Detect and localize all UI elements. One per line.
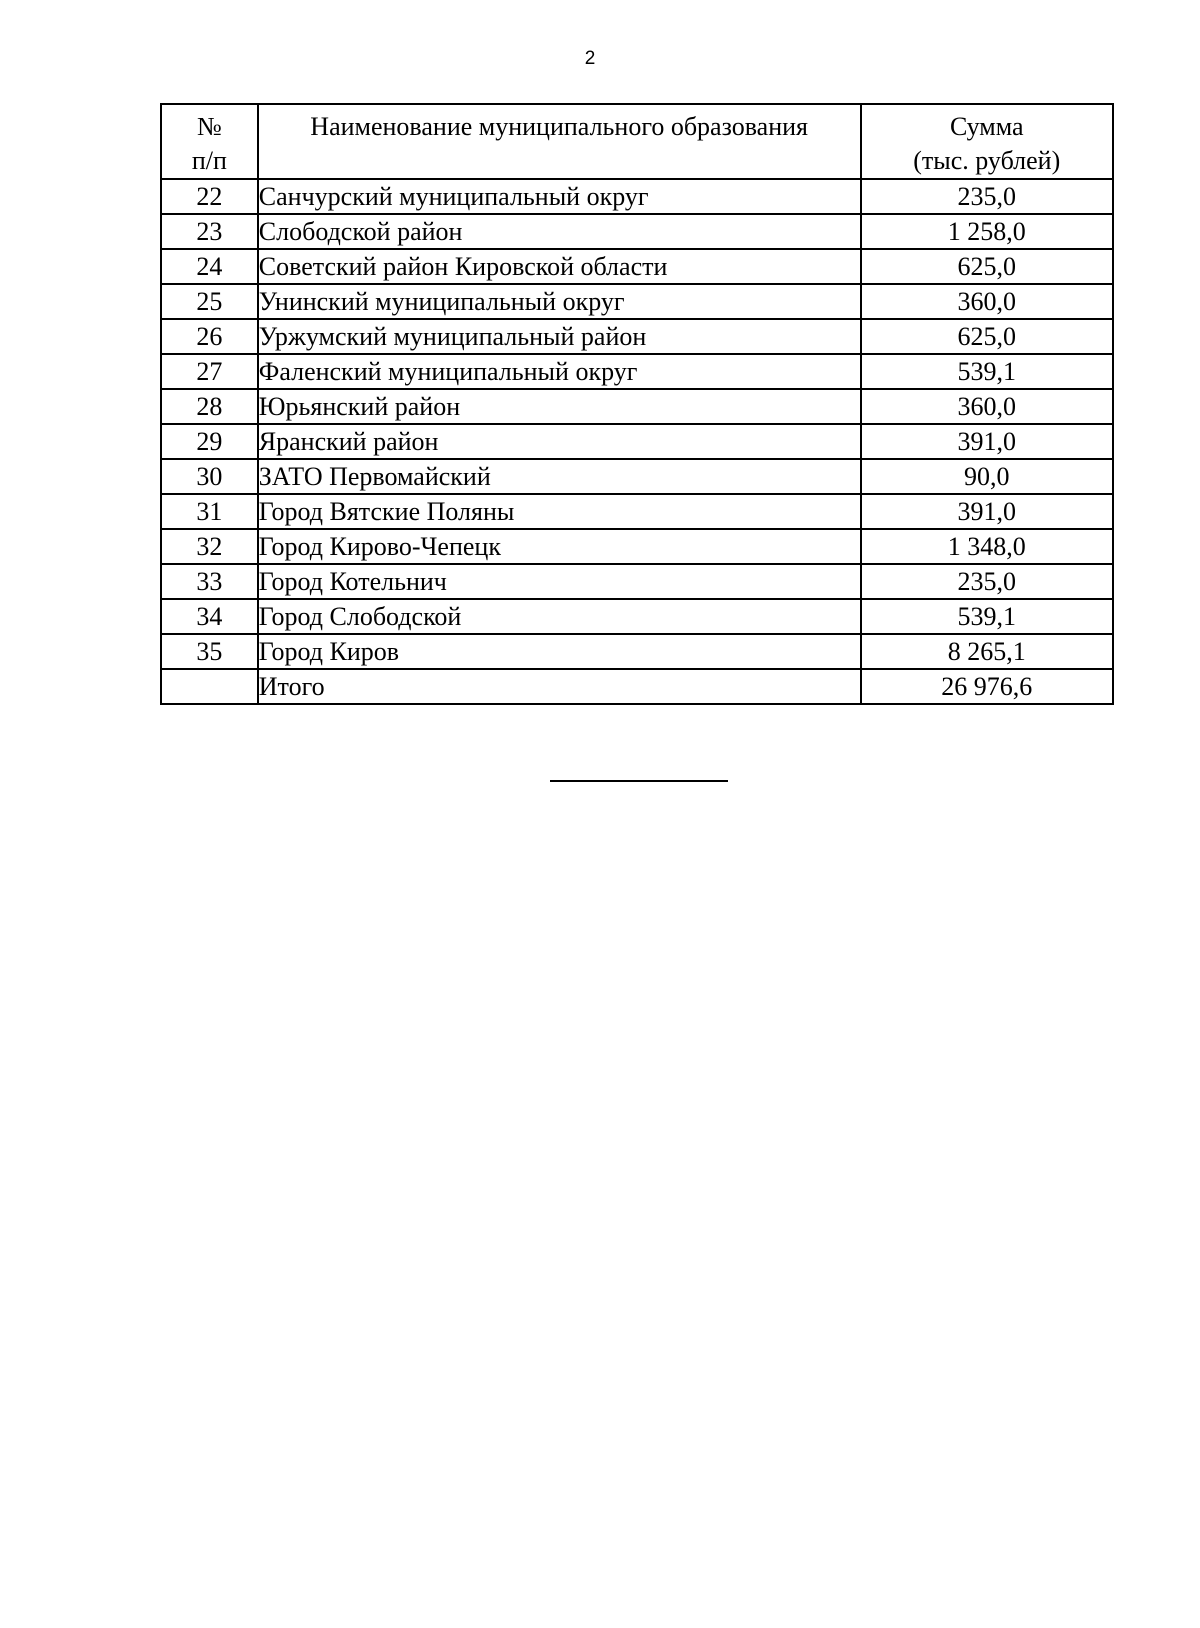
row-sum: 90,0 — [861, 459, 1114, 494]
row-sum: 1 348,0 — [861, 529, 1114, 564]
table-row — [161, 459, 1113, 494]
table-row — [161, 284, 1113, 319]
row-name: Унинский муниципальный округ — [258, 284, 861, 319]
row-sum: 539,1 — [861, 599, 1114, 634]
row-name: Город Киров — [258, 634, 861, 669]
header-number-line2: п/п — [191, 146, 227, 175]
row-number: 24 — [161, 249, 258, 284]
total-number-cell — [161, 669, 258, 704]
table-row — [161, 354, 1113, 389]
end-of-document-rule — [550, 780, 728, 782]
row-name: Город Слободской — [258, 599, 861, 634]
row-name: Слободской район — [258, 214, 861, 249]
row-sum: 539,1 — [861, 354, 1114, 389]
header-name-text: Наименование муниципального образования — [310, 112, 808, 141]
row-number: 34 — [161, 599, 258, 634]
row-sum: 625,0 — [861, 319, 1114, 354]
row-sum: 625,0 — [861, 249, 1114, 284]
row-name: ЗАТО Первомайский — [258, 459, 861, 494]
header-sum-line1: Сумма — [949, 112, 1024, 141]
table-row — [161, 249, 1113, 284]
row-name: Фаленский муниципальный округ — [258, 354, 861, 389]
table-row — [161, 494, 1113, 529]
header-name — [258, 104, 861, 179]
table-row — [161, 319, 1113, 354]
page-number: 2 — [584, 48, 596, 69]
table-body — [161, 179, 1113, 669]
header-sum — [861, 104, 1114, 179]
total-label: Итого — [258, 669, 861, 704]
row-sum: 391,0 — [861, 424, 1114, 459]
table-row — [161, 214, 1113, 249]
row-number: 27 — [161, 354, 258, 389]
row-name: Город Кирово-Чепецк — [258, 529, 861, 564]
table-row — [161, 599, 1113, 634]
table-row — [161, 389, 1113, 424]
row-number: 31 — [161, 494, 258, 529]
row-name: Санчурский муниципальный округ — [258, 179, 861, 214]
row-sum: 360,0 — [861, 284, 1114, 319]
row-sum: 8 265,1 — [861, 634, 1114, 669]
table-row — [161, 424, 1113, 459]
row-number: 32 — [161, 529, 258, 564]
row-number: 30 — [161, 459, 258, 494]
row-name: Уржумский муниципальный район — [258, 319, 861, 354]
row-name: Советский район Кировской области — [258, 249, 861, 284]
row-number: 26 — [161, 319, 258, 354]
row-number: 29 — [161, 424, 258, 459]
row-number: 35 — [161, 634, 258, 669]
total-sum: 26 976,6 — [861, 669, 1114, 704]
table-row — [161, 179, 1113, 214]
header-sum-line2: (тыс. рублей) — [913, 146, 1061, 175]
table-row — [161, 529, 1113, 564]
row-number: 28 — [161, 389, 258, 424]
header-number — [161, 104, 258, 179]
row-name: Город Котельнич — [258, 564, 861, 599]
row-sum: 391,0 — [861, 494, 1114, 529]
municipal-funding-table — [160, 103, 1114, 705]
header-number-line1: № — [196, 112, 222, 141]
row-name: Яранский район — [258, 424, 861, 459]
row-sum: 235,0 — [861, 564, 1114, 599]
row-number: 33 — [161, 564, 258, 599]
row-name: Город Вятские Поляны — [258, 494, 861, 529]
row-sum: 235,0 — [861, 179, 1114, 214]
table-total-row — [161, 669, 1113, 704]
table-row — [161, 564, 1113, 599]
row-number: 22 — [161, 179, 258, 214]
row-number: 23 — [161, 214, 258, 249]
row-sum: 360,0 — [861, 389, 1114, 424]
table-row — [161, 634, 1113, 669]
table-header-row — [161, 104, 1113, 179]
row-sum: 1 258,0 — [861, 214, 1114, 249]
row-number: 25 — [161, 284, 258, 319]
row-name: Юрьянский район — [258, 389, 861, 424]
